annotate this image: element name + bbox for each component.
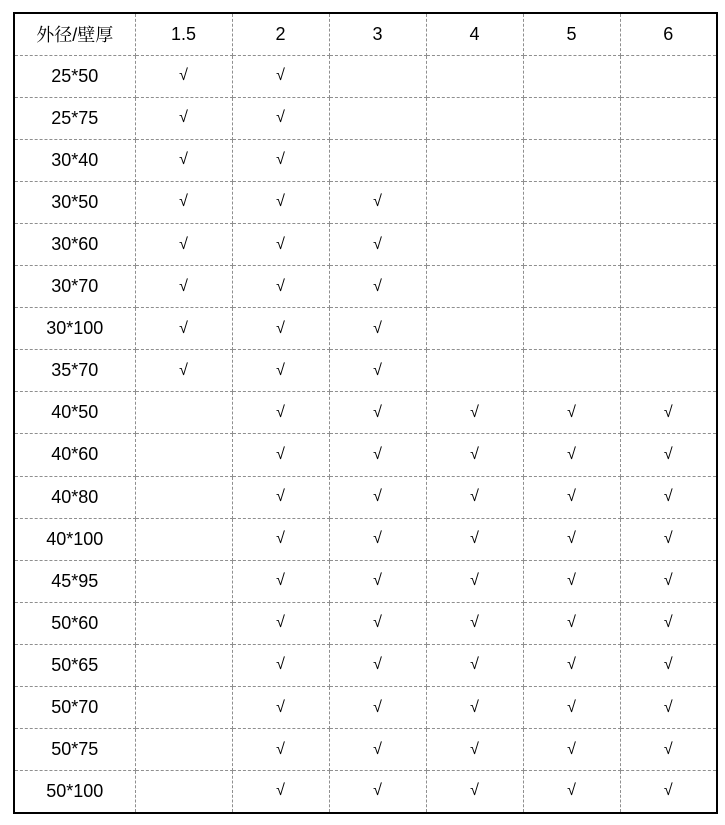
empty-cell [523, 97, 620, 139]
check-cell: √ [523, 687, 620, 729]
check-cell: √ [426, 518, 523, 560]
empty-cell [620, 266, 717, 308]
table-body [14, 55, 717, 813]
check-cell: √ [523, 771, 620, 813]
empty-cell [620, 308, 717, 350]
check-cell: √ [135, 266, 232, 308]
table-row [14, 392, 717, 434]
empty-cell [523, 55, 620, 97]
check-cell: √ [620, 602, 717, 644]
check-cell: √ [426, 392, 523, 434]
check-cell: √ [329, 392, 426, 434]
table-row [14, 181, 717, 223]
check-cell: √ [426, 687, 523, 729]
size-thickness-table [13, 12, 718, 814]
check-cell: √ [135, 308, 232, 350]
check-cell: √ [620, 771, 717, 813]
row-label: 30*50 [14, 181, 135, 223]
empty-cell [426, 266, 523, 308]
table-row [14, 139, 717, 181]
check-cell: √ [620, 434, 717, 476]
check-cell: √ [329, 560, 426, 602]
check-cell: √ [232, 181, 329, 223]
check-cell: √ [232, 392, 329, 434]
header-cell-thickness: 1.5 [135, 13, 232, 55]
check-cell: √ [426, 434, 523, 476]
empty-cell [620, 55, 717, 97]
empty-cell [135, 602, 232, 644]
header-row [14, 13, 717, 55]
check-cell: √ [232, 729, 329, 771]
check-cell: √ [135, 350, 232, 392]
check-cell: √ [329, 729, 426, 771]
check-cell: √ [329, 308, 426, 350]
row-label: 40*100 [14, 518, 135, 560]
check-cell: √ [329, 602, 426, 644]
check-cell: √ [135, 139, 232, 181]
check-cell: √ [232, 350, 329, 392]
empty-cell [329, 55, 426, 97]
empty-cell [620, 181, 717, 223]
table-row [14, 687, 717, 729]
empty-cell [135, 729, 232, 771]
table-row [14, 350, 717, 392]
check-cell: √ [232, 687, 329, 729]
header-cell-thickness: 4 [426, 13, 523, 55]
check-cell: √ [523, 560, 620, 602]
row-label: 50*60 [14, 602, 135, 644]
table-row [14, 223, 717, 265]
check-cell: √ [620, 644, 717, 686]
table-row [14, 434, 717, 476]
empty-cell [135, 771, 232, 813]
check-cell: √ [523, 729, 620, 771]
row-label: 50*100 [14, 771, 135, 813]
check-cell: √ [523, 476, 620, 518]
table-row [14, 771, 717, 813]
empty-cell [426, 97, 523, 139]
empty-cell [426, 350, 523, 392]
header-cell-size-label: 外径/壁厚 [14, 13, 135, 55]
row-label: 40*50 [14, 392, 135, 434]
empty-cell [523, 223, 620, 265]
table-row [14, 518, 717, 560]
check-cell: √ [329, 266, 426, 308]
check-cell: √ [135, 223, 232, 265]
header-cell-thickness: 6 [620, 13, 717, 55]
empty-cell [426, 223, 523, 265]
empty-cell [135, 560, 232, 602]
check-cell: √ [232, 223, 329, 265]
empty-cell [523, 350, 620, 392]
empty-cell [329, 139, 426, 181]
check-cell: √ [523, 518, 620, 560]
check-cell: √ [426, 602, 523, 644]
empty-cell [523, 181, 620, 223]
check-cell: √ [426, 560, 523, 602]
check-cell: √ [523, 644, 620, 686]
empty-cell [135, 644, 232, 686]
row-label: 30*70 [14, 266, 135, 308]
row-label: 35*70 [14, 350, 135, 392]
check-cell: √ [620, 392, 717, 434]
row-label: 50*70 [14, 687, 135, 729]
empty-cell [135, 518, 232, 560]
check-cell: √ [426, 729, 523, 771]
check-cell: √ [232, 97, 329, 139]
empty-cell [620, 139, 717, 181]
empty-cell [620, 350, 717, 392]
table-row [14, 602, 717, 644]
check-cell: √ [232, 139, 329, 181]
check-cell: √ [232, 560, 329, 602]
empty-cell [426, 308, 523, 350]
table-row [14, 560, 717, 602]
check-cell: √ [232, 266, 329, 308]
row-label: 50*65 [14, 644, 135, 686]
empty-cell [426, 55, 523, 97]
check-cell: √ [232, 644, 329, 686]
check-cell: √ [232, 434, 329, 476]
header-cell-thickness: 3 [329, 13, 426, 55]
check-cell: √ [329, 687, 426, 729]
table-row [14, 644, 717, 686]
empty-cell [426, 181, 523, 223]
check-cell: √ [135, 97, 232, 139]
row-label: 30*100 [14, 308, 135, 350]
check-cell: √ [329, 434, 426, 476]
row-label: 30*60 [14, 223, 135, 265]
check-cell: √ [232, 476, 329, 518]
check-cell: √ [135, 55, 232, 97]
row-label: 40*60 [14, 434, 135, 476]
check-cell: √ [329, 223, 426, 265]
table-row [14, 97, 717, 139]
check-cell: √ [426, 476, 523, 518]
empty-cell [523, 266, 620, 308]
empty-cell [620, 97, 717, 139]
empty-cell [135, 434, 232, 476]
empty-cell [135, 687, 232, 729]
empty-cell [426, 139, 523, 181]
empty-cell [329, 97, 426, 139]
row-label: 50*75 [14, 729, 135, 771]
check-cell: √ [523, 434, 620, 476]
check-cell: √ [329, 644, 426, 686]
header-cell-thickness: 2 [232, 13, 329, 55]
check-cell: √ [620, 518, 717, 560]
row-label: 45*95 [14, 560, 135, 602]
check-cell: √ [232, 55, 329, 97]
check-cell: √ [620, 687, 717, 729]
check-cell: √ [523, 602, 620, 644]
check-cell: √ [135, 181, 232, 223]
empty-cell [523, 139, 620, 181]
check-cell: √ [232, 308, 329, 350]
check-cell: √ [620, 476, 717, 518]
table-row [14, 266, 717, 308]
empty-cell [620, 223, 717, 265]
check-cell: √ [620, 560, 717, 602]
row-label: 40*80 [14, 476, 135, 518]
table-row [14, 55, 717, 97]
check-cell: √ [426, 644, 523, 686]
check-cell: √ [232, 518, 329, 560]
table-row [14, 476, 717, 518]
table-row [14, 729, 717, 771]
header-cell-thickness: 5 [523, 13, 620, 55]
check-cell: √ [329, 771, 426, 813]
empty-cell [523, 308, 620, 350]
table-row [14, 308, 717, 350]
check-cell: √ [329, 518, 426, 560]
check-cell: √ [426, 771, 523, 813]
check-cell: √ [329, 350, 426, 392]
check-cell: √ [232, 771, 329, 813]
row-label: 25*75 [14, 97, 135, 139]
check-cell: √ [329, 476, 426, 518]
check-cell: √ [232, 602, 329, 644]
row-label: 25*50 [14, 55, 135, 97]
row-label: 30*40 [14, 139, 135, 181]
check-cell: √ [329, 181, 426, 223]
check-cell: √ [620, 729, 717, 771]
empty-cell [135, 392, 232, 434]
empty-cell [135, 476, 232, 518]
check-cell: √ [523, 392, 620, 434]
